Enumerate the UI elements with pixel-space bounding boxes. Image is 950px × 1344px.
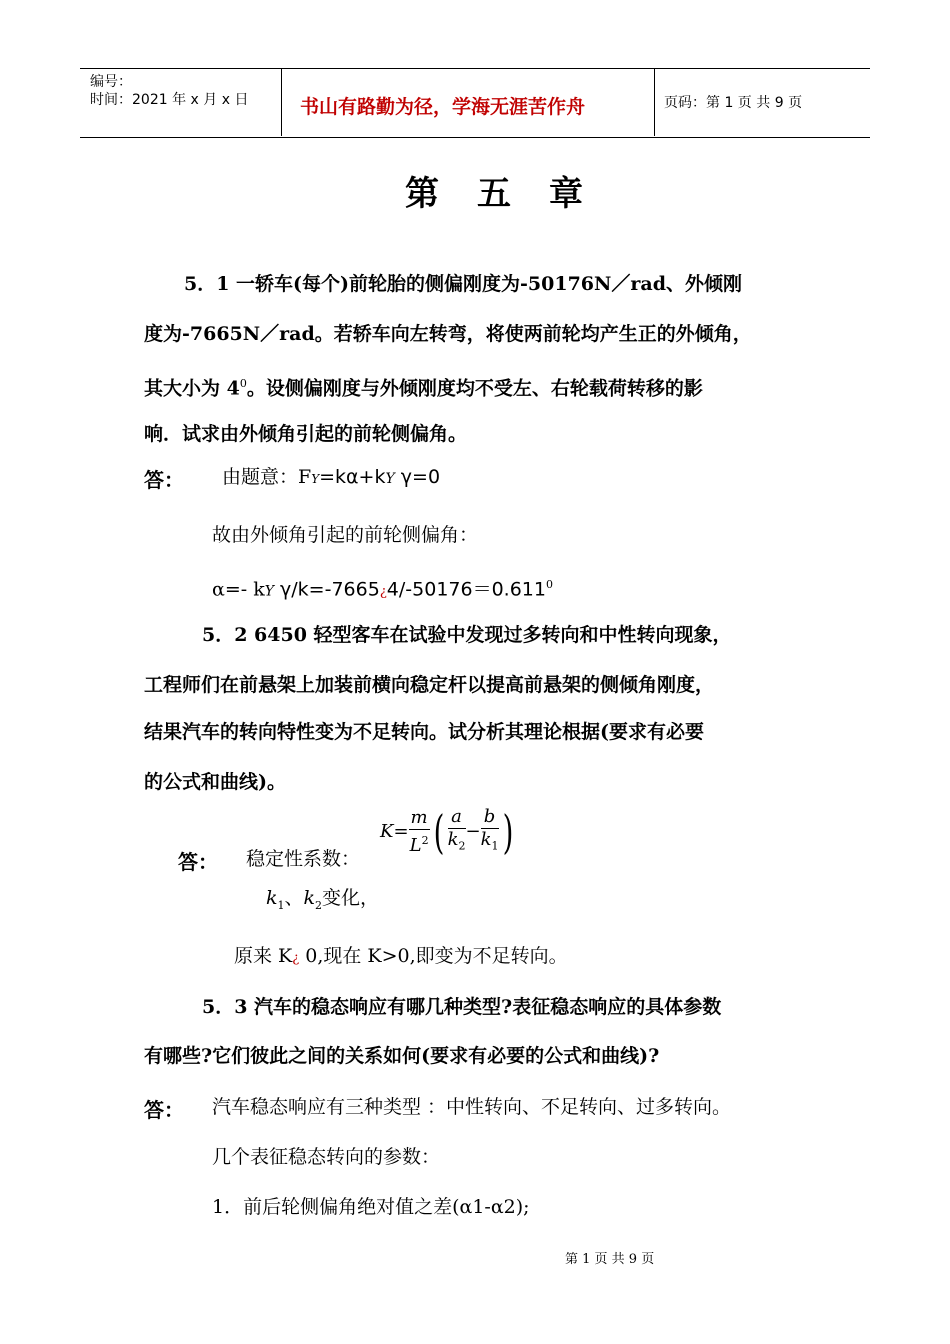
q1-answer-line3-sup: 0: [545, 578, 553, 591]
q2-result-err: ¿: [292, 951, 300, 966]
q1-line-2: 度为-7665N／rad。若轿车向左转弯，将使两前轮均产生正的外倾角，: [144, 323, 752, 345]
q1-answer-eq-mid: =kα+k: [319, 466, 386, 488]
q3-answer-line-3: 1．前后轮侧偏角绝对值之差(α1-α2);: [212, 1196, 530, 1218]
q1-answer-line-3: [212, 572, 553, 605]
q1-answer-line3-sub: Y: [264, 583, 274, 600]
change-k1-sub: 1: [277, 898, 285, 912]
chapter-title: 第五章: [405, 174, 621, 214]
change-k1: k: [266, 887, 278, 909]
formula-L: L: [409, 834, 422, 856]
q3-line-1: 5．3 汽车的稳态响应有哪几种类型?表征稳态响应的具体参数: [202, 996, 722, 1018]
formula-left-paren: (: [433, 804, 444, 859]
q2-line-1: 5．2 6450 轻型客车在试验中发现过多转向和中性转向现象，: [202, 624, 732, 646]
q1-answer-label: 答：: [144, 468, 184, 492]
q1-line-1: 5．1 一轿车(每个)前轮胎的侧偏刚度为-50176N／rad、外倾刚: [184, 273, 742, 295]
formula-frac-m-L2: [409, 807, 430, 857]
header-number-label: 编号：: [90, 74, 132, 90]
stability-formula: [380, 806, 516, 858]
header-divider-2: [654, 68, 655, 136]
q1-answer-line3-b: γ/k=-7665: [273, 578, 380, 601]
q1-answer-line3-c: 4/-50176＝0.611: [386, 578, 546, 601]
degree-mark: 0: [239, 377, 247, 390]
header-page-label: 页码：第 1 页 共 9 页: [664, 95, 803, 111]
formula-a: a: [448, 806, 466, 829]
change-k2: k: [303, 887, 316, 909]
q1-answer-sub: Y: [311, 472, 320, 486]
formula-L-exp: 2: [421, 833, 429, 847]
q1-answer-line3-err: ¿: [379, 584, 387, 600]
q3-answer-line-1: 汽车稳态响应有三种类型 ：中性转向、不足转向、过多转向。: [212, 1096, 732, 1118]
page-footer: 第 1 页 共 9 页: [565, 1252, 655, 1267]
formula-k1-sub: 1: [491, 839, 499, 853]
q2-change-line: [266, 885, 379, 919]
header-time-label: 时间：2021 年 x 月 x 日: [90, 92, 249, 108]
formula-b: b: [481, 806, 499, 829]
formula-k2: k: [447, 829, 459, 850]
header-motto: 书山有路勤为径，学海无涯苦作舟: [300, 96, 586, 118]
formula-lhs: K: [380, 820, 394, 842]
header-divider-1: [281, 68, 282, 136]
q1-answer-eq: [222, 464, 440, 492]
q1-line-3-end: 。设侧偏刚度与外倾刚度均不受左、右轮载荷转移的影: [246, 377, 703, 400]
formula-k1: k: [480, 829, 492, 850]
formula-minus: −: [465, 820, 481, 842]
q1-line-3: [144, 371, 703, 401]
q2-result-b: 0,现在 K>0,即变为不足转向。: [299, 945, 568, 967]
q1-answer-line3-a: α=- k: [212, 578, 265, 601]
q1-answer-line-2: 故由外倾角引起的前轮侧偏角：: [212, 524, 479, 546]
q2-result-a: 原来 K: [234, 945, 293, 967]
q1-line-3-start: 其大小为 4: [144, 377, 240, 400]
formula-eq: =: [393, 820, 409, 842]
formula-m: m: [410, 806, 428, 828]
formula-k2-sub: 2: [458, 839, 466, 853]
q1-answer-eq-end: γ=0: [394, 466, 441, 488]
q2-line-2: 工程师们在前悬架上加装前横向稳定杆以提高前悬架的侧倾角刚度，: [144, 674, 715, 696]
q3-answer-label: 答：: [144, 1098, 184, 1122]
change-k2-sub: 2: [315, 898, 323, 912]
q1-line-4: 响．试求由外倾角引起的前轮侧偏角。: [144, 423, 468, 445]
q1-answer-intro: 由题意：F: [222, 466, 312, 488]
formula-frac-b-k1: [481, 806, 499, 858]
formula-right-paren: ): [502, 804, 513, 859]
q2-stability-label: 稳定性系数：: [246, 848, 361, 870]
q2-answer-label: 答：: [178, 850, 218, 874]
q3-answer-line-2: 几个表征稳态转向的参数：: [212, 1146, 441, 1168]
change-text: 变化，: [322, 887, 380, 909]
q3-line-2: 有哪些?它们彼此之间的关系如何(要求有必要的公式和曲线)?: [144, 1045, 660, 1067]
q2-line-3: 结果汽车的转向特性变为不足转向。试分析其理论根据(要求有必要: [144, 721, 704, 743]
q2-line-4: 的公式和曲线)。: [144, 771, 286, 793]
q2-result-line: [234, 943, 568, 972]
change-sep: 、: [284, 887, 304, 909]
q1-answer-eq-sub: Y: [385, 471, 395, 487]
formula-frac-a-k2: [448, 806, 466, 858]
